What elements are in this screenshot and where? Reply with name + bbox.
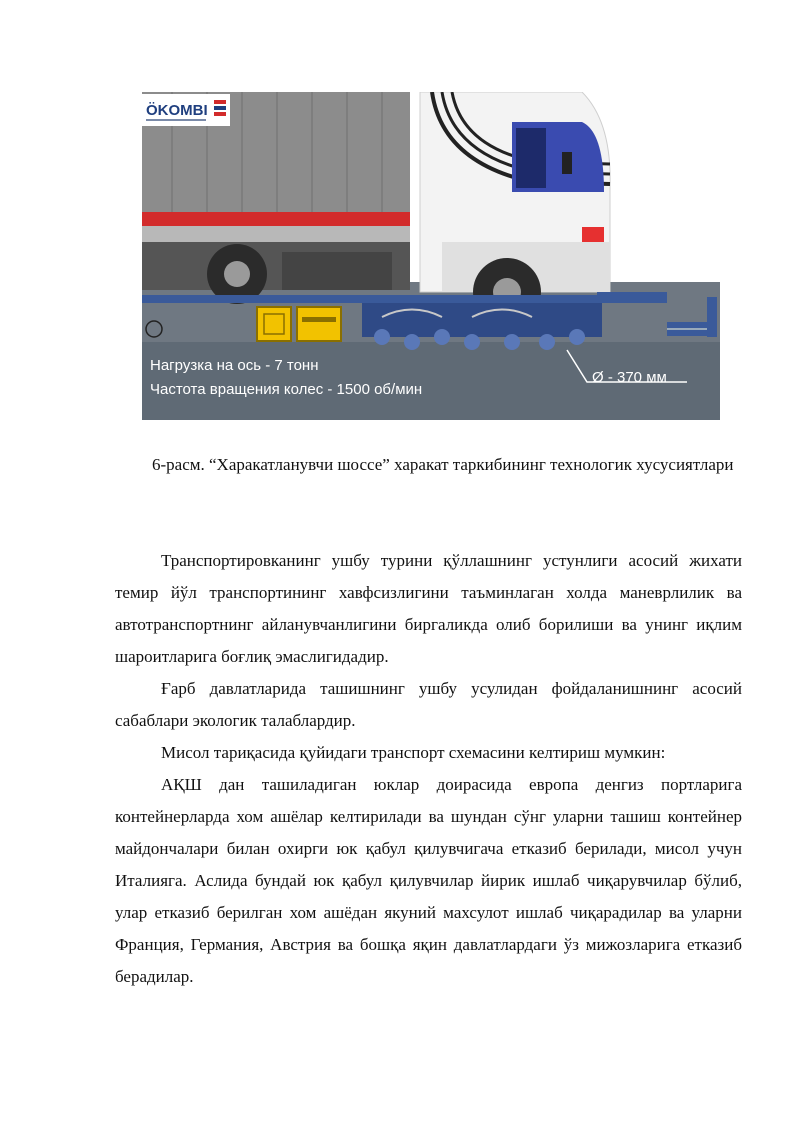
paragraph: АҚШ дан ташиладиган юклар доирасида европа денгиз портларига контейнерларда хом ашёлар келтирилади ва шундан сўнг уларни ташиш контейнер майдончалари билан охирги юк қабул қилувчигача етказиб берилади, мисол учун Италияга. Аслида бундай юк қабул қилувчилар йирик ишлаб чиқарувчилар бўлиб, улар етказиб берилган хом ашёдан якуний махсулот ишлаб чиқарадилар ва уларни Франция, Германия, Австрия ва бошқа яқин давлатлардаги ўз мижозларига етказиб берадилар.: [115, 775, 742, 986]
wheel-speed-label: Частота вращения колес - 1500 об/мин: [150, 381, 423, 398]
roller-frame: [362, 303, 602, 337]
figure-caption: [115, 450, 742, 479]
logo-text: ÖKOMBI: [146, 102, 208, 119]
truck-test-figure: [142, 92, 720, 420]
axle-load-label: Нагрузка на ось - 7 тонн: [150, 357, 319, 374]
paragraph: Ғарб давлатларида ташишнинг ушбу усулидан фойдаланишнинг асосий сабаблари экологик талаблардир.: [115, 679, 742, 730]
diameter-label: Ø - 370 мм: [592, 369, 667, 386]
paragraph: Мисол тариқасида қуйидаги транспорт схемасини келтириш мумкин:: [161, 743, 666, 762]
body-text: [115, 545, 742, 993]
trailer-red-stripe: [142, 212, 410, 226]
caption-text: 6-расм. “Харакатланувчи шоссе” харакат таркибининг технологик хусусиятлари: [152, 455, 734, 474]
truck-illustration: [142, 92, 720, 420]
yellow-module: [257, 307, 291, 341]
paragraph: Транспортировканинг ушбу турини қўллашнинг устунлиги асосий жихати темир йўл транспортининг хавфсизлигини таъминлаган холда маневрлилик ва автотранспортнинг айланувчанлигини биргаликда олиб борилиши ва унинг иқлим шароитларига боғлиқ эмаслигидадир.: [115, 551, 742, 666]
yellow-module: [297, 307, 341, 341]
test-rail: [142, 295, 667, 303]
